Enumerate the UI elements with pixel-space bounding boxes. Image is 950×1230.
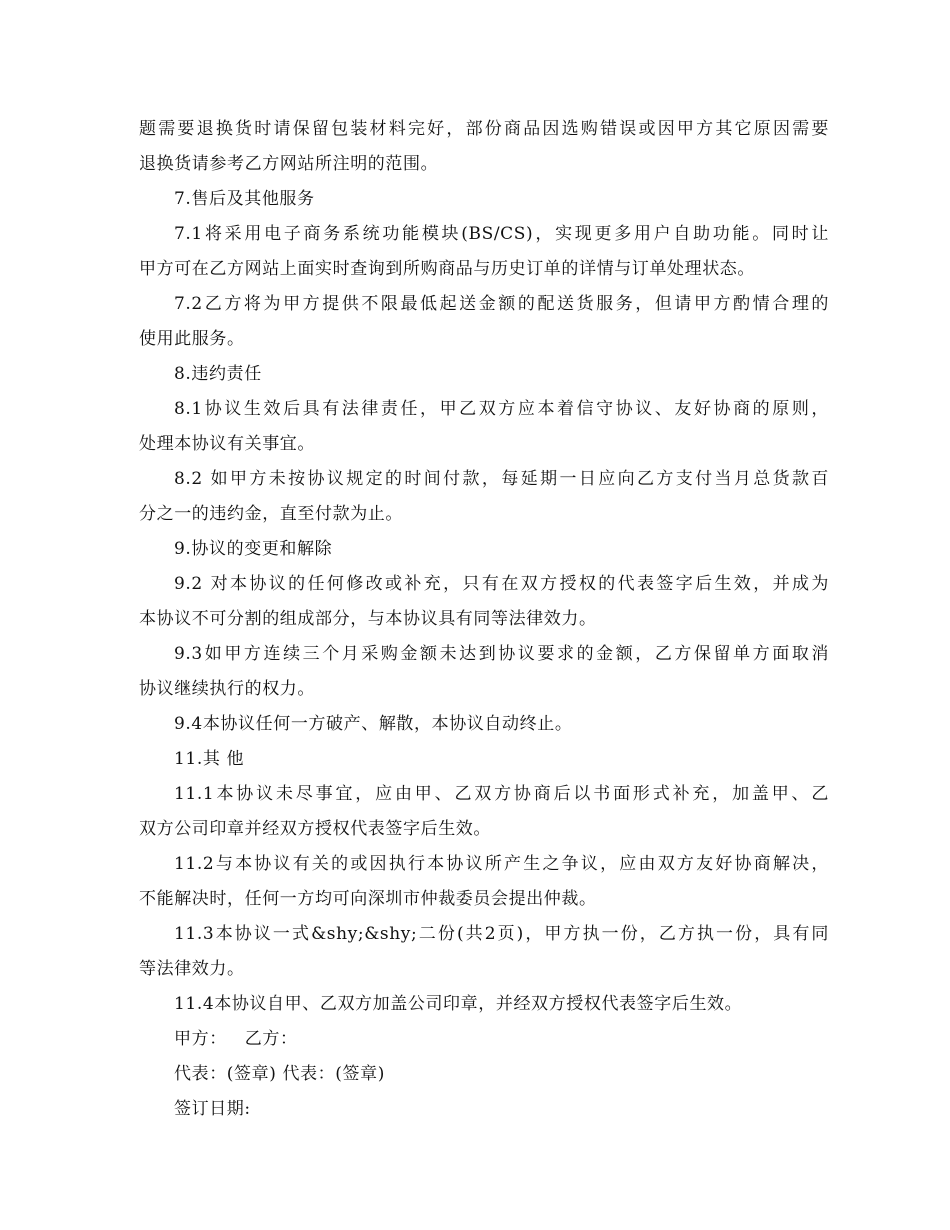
text-line: 协议继续执行的权力。	[139, 679, 315, 699]
clause-text: 8.2 如甲方未按协议规定的时间付款，每延期一日应向乙方支付当月总货款百	[174, 469, 829, 489]
clause-text: 11.4本协议自甲、乙双方加盖公司印章，并经双方授权代表签字后生效。	[174, 994, 743, 1014]
clause-text: 9.3如甲方连续三个月采购金额未达到协议要求的金额，乙方保留单方面取消	[174, 644, 829, 664]
clause-text: 9.2 对本协议的任何修改或补充，只有在双方授权的代表签字后生效，并成为	[174, 574, 829, 594]
clause-text: 7.1将采用电子商务系统功能模块(BS/CS)，实现更多用户自助功能。同时让	[174, 224, 829, 244]
text-line: 不能解决时，任何一方均可向深圳市仲裁委员会提出仲裁。	[139, 889, 597, 909]
text-line: 退换货请参考乙方网站所注明的范围。	[139, 154, 439, 174]
signing-date-label: 签订日期:	[174, 1099, 251, 1119]
clause-text: 11.2与本协议有关的或因执行本协议所产生之争议，应由双方友好协商解决，	[174, 854, 829, 874]
text-line: 分之一的违约金，直至付款为止。	[139, 504, 403, 524]
party-labels: 甲方： 乙方：	[174, 1029, 298, 1049]
clause-text: 11.1本协议未尽事宜，应由甲、乙双方协商后以书面形式补充，加盖甲、乙	[174, 784, 829, 804]
section-heading: 9.协议的变更和解除	[174, 539, 333, 559]
text-line: 等法律效力。	[139, 959, 245, 979]
text-line: 处理本协议有关事宜。	[139, 434, 315, 454]
text-line: 双方公司印章并经双方授权代表签字后生效。	[139, 819, 491, 839]
section-heading: 8.违约责任	[174, 364, 262, 384]
text-line: 甲方可在乙方网站上面实时查询到所购商品与历史订单的详情与订单处理状态。	[139, 259, 755, 279]
text-line: 本协议不可分割的组成部分，与本协议具有同等法律效力。	[139, 609, 597, 629]
section-heading: 11.其 他	[174, 749, 245, 769]
section-heading: 7.售后及其他服务	[174, 189, 315, 209]
clause-text: 9.4本协议任何一方破产、解散，本协议自动终止。	[174, 714, 573, 734]
clause-text: 7.2乙方将为甲方提供不限最低起送金额的配送货服务，但请甲方酌情合理的	[174, 294, 829, 314]
text-line: 题需要退换货时请保留包装材料完好，部份商品因选购错误或因甲方其它原因需要	[139, 119, 829, 139]
contract-body	[139, 112, 829, 1127]
signature-labels: 代表：(签章) 代表：(签章)	[174, 1064, 385, 1084]
clause-text: 11.3本协议一式&shy;&shy;二份(共2页)，甲方执一份，乙方执一份，具有同	[174, 924, 829, 944]
clause-text: 8.1协议生效后具有法律责任，甲乙双方应本着信守协议、友好协商的原则，	[174, 399, 829, 419]
text-line: 使用此服务。	[139, 329, 245, 349]
